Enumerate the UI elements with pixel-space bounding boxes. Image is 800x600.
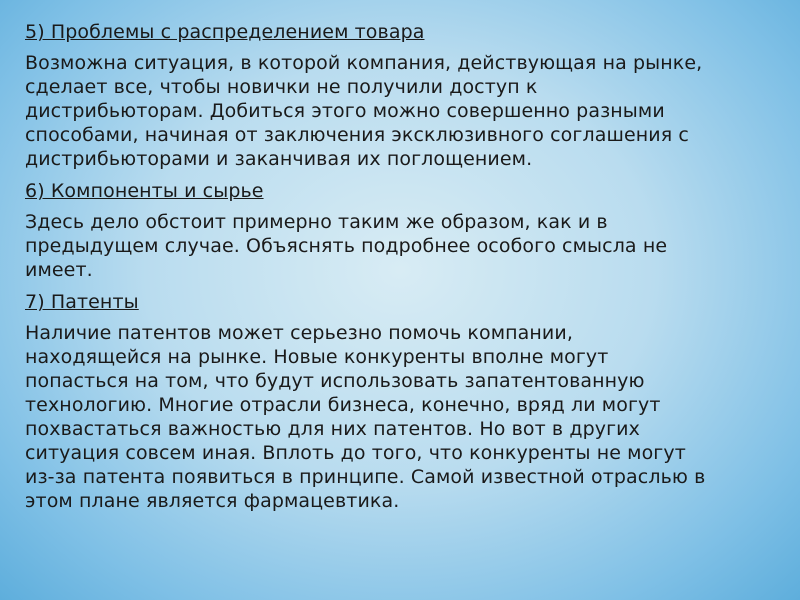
section-text-distribution: [25, 51, 785, 171]
section-heading-patents: 7) Патенты: [25, 291, 139, 313]
text-line: находящейся на рынке. Новые конкуренты вполне могут: [25, 346, 609, 368]
section-text-components: [25, 210, 785, 282]
text-line: сделает все, чтобы новички не получили доступ к: [25, 76, 538, 98]
section-heading-components: 6) Компоненты и сырье: [25, 180, 264, 202]
section-heading-distribution: 5) Проблемы с распределением товара: [25, 21, 425, 43]
text-line: похвастаться важностью для них патентов. Но вот в других: [25, 418, 640, 440]
text-line: дистрибьюторам. Добиться этого можно совершенно разными: [25, 100, 665, 122]
text-line: дистрибьюторами и заканчивая их поглощением.: [25, 148, 533, 170]
text-line: способами, начиная от заключения эксклюзивного соглашения с: [25, 124, 689, 146]
section-text-patents: [25, 321, 785, 513]
text-line: предыдущем случае. Объяснять подробнее особого смысла не: [25, 235, 668, 257]
text-line: этом плане является фармацевтика.: [25, 490, 400, 512]
text-line: технологию. Многие отрасли бизнеса, конечно, вряд ли могут: [25, 394, 661, 416]
text-line: Здесь дело обстоит примерно таким же образом, как и в: [25, 211, 608, 233]
slide-content: [25, 20, 785, 521]
text-line: Наличие патентов может серьезно помочь компании,: [25, 322, 573, 344]
text-line: попасться на том, что будут использовать запатентованную: [25, 370, 645, 392]
text-line: имеет.: [25, 259, 93, 281]
text-line: Возможна ситуация, в которой компания, действующая на рынке,: [25, 52, 703, 74]
text-line: из-за патента появиться в принципе. Самой известной отраслью в: [25, 466, 706, 488]
text-line: ситуация совсем иная. Вплоть до того, что конкуренты не могут: [25, 442, 686, 464]
